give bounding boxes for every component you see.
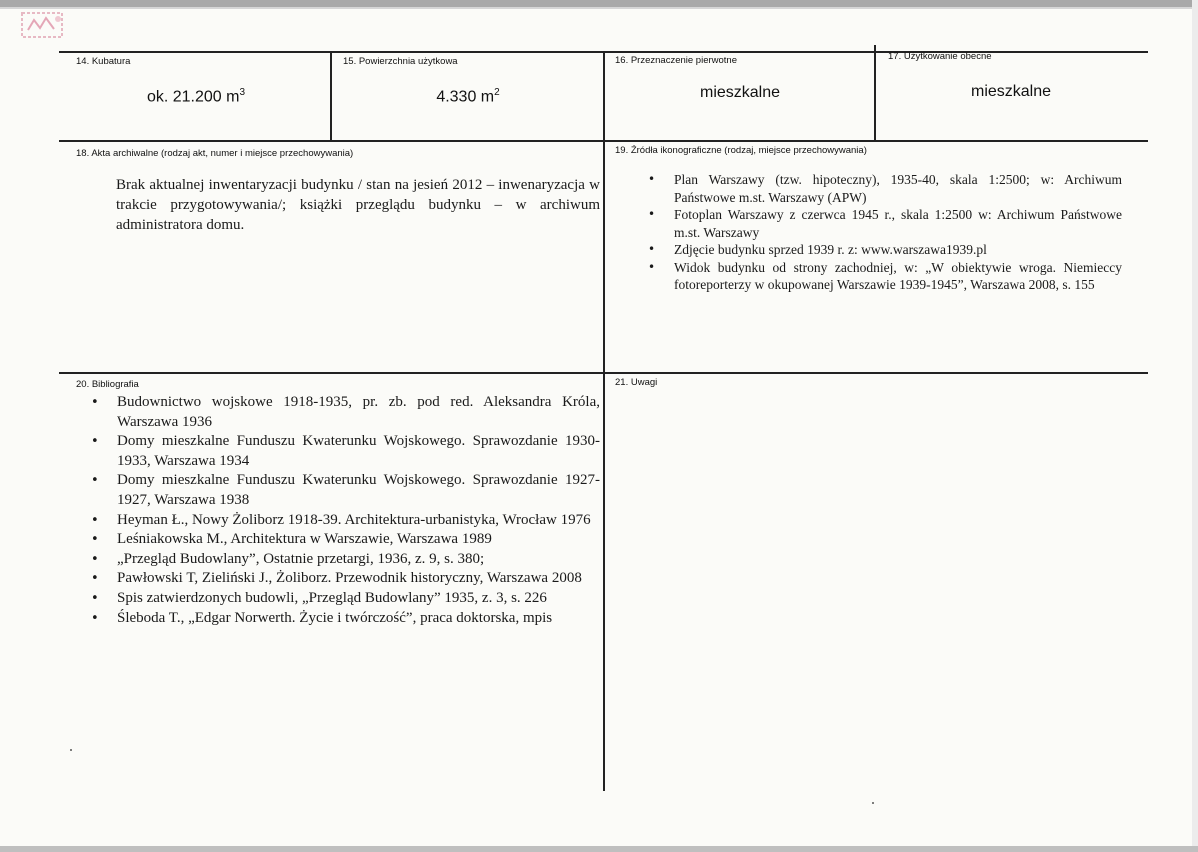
list-item-text: Heyman Ł., Nowy Żoliborz 1918-39. Architektura-urbanistyka, Wrocław 1976	[117, 511, 591, 528]
field-14-value	[62, 87, 330, 106]
bullet-icon: •	[648, 242, 656, 256]
list-item-text: Widok budynku od strony zachodniej, w: „W obiektywie wroga. Niemieccy fotoreporterzy w okupowanej Warszawie 1939-1945”, Warszawa 2008, s. 155	[674, 259, 1122, 292]
field-15-label: 15. Powierzchnia użytkowa	[343, 56, 458, 67]
list-item	[91, 432, 600, 471]
list-item	[91, 471, 600, 510]
bullet-icon: •	[91, 434, 99, 450]
field-15-value-text: 4.330 m	[436, 88, 495, 106]
bullet-icon: •	[91, 532, 99, 548]
bullet-icon: •	[91, 571, 99, 587]
list-item-text: Budownictwo wojskowe 1918-1935, pr. zb. pod red. Aleksandra Króla, Warszawa 1936	[117, 394, 600, 430]
center-divider	[603, 51, 605, 791]
list-item-text: Fotoplan Warszawy z czerwca 1945 r., skala 1:2500 w: Archiwum Państwowe m.st. Warszawy	[674, 207, 1122, 240]
list-item-text: Domy mieszkalne Funduszu Kwaterunku Wojskowego. Sprawozdanie 1927-1927, Warszawa 1938	[117, 472, 600, 508]
list-item-text: Leśniakowska M., Architektura w Warszawie, Warszawa 1989	[117, 531, 492, 548]
field-18-label: 18. Akta archiwalne (rodzaj akt, numer i miejsce przechowywania)	[76, 148, 354, 159]
bullet-icon: •	[648, 259, 656, 274]
field-20-label: 20. Bibliografia	[76, 379, 139, 390]
list-item	[648, 171, 1122, 206]
field-14-value-text: ok. 21.200 m	[146, 88, 240, 106]
list-item	[648, 206, 1122, 241]
field-14-value-sup: 3	[239, 87, 246, 98]
bullet-icon: •	[91, 551, 99, 567]
bullet-icon: •	[91, 512, 99, 528]
divider-16-17	[874, 45, 876, 142]
list-item-text: Domy mieszkalne Funduszu Kwaterunku Wojskowego. Sprawozdanie 1930-1933, Warszawa 1934	[117, 433, 600, 469]
field-21-label: 21. Uwagi	[615, 377, 658, 388]
list-item	[91, 550, 600, 570]
field-17-label: 17. Użytkowanie obecne	[888, 51, 992, 62]
list-item	[91, 511, 600, 531]
scan-right-edge	[1192, 0, 1198, 852]
list-item-text: Śleboda T., „Edgar Norwerth. Życie i twórczość”, praca doktorska, mpis	[117, 609, 553, 626]
list-item-text: „Przegląd Budowlany”, Ostatnie przetargi, 1936, z. 9, s. 380;	[117, 550, 485, 567]
list-item	[91, 393, 600, 432]
bullet-icon: •	[91, 473, 99, 489]
divider-14-15	[330, 51, 332, 142]
list-item-text: Plan Warszawy (tzw. hipoteczny), 1935-40, skala 1:2500; w: Archiwum Państwowe m.st. Warszawy (APW)	[674, 172, 1122, 205]
list-item	[91, 609, 600, 629]
list-item	[91, 589, 600, 609]
bullet-icon: •	[91, 610, 99, 626]
list-item	[648, 259, 1122, 294]
bullet-icon: •	[648, 172, 656, 186]
list-item	[91, 569, 600, 589]
list-item	[91, 530, 600, 550]
list-item	[648, 241, 1122, 259]
scan-bottom-edge	[0, 846, 1198, 852]
field-16-value: mieszkalne	[699, 84, 781, 101]
scan-speck	[872, 802, 874, 804]
bullet-icon: •	[648, 207, 656, 221]
field-18-text: Brak aktualnej inwentaryzacji budynku / stan na jesień 2012 – inwenaryzacja w trakcie przygotowywania/; książki przeglądu budynku – w archiwum administratora domu.	[116, 177, 600, 233]
list-item-text: Spis zatwierdzonych budowli, „Przegląd Budowlany” 1935, z. 3, s. 226	[117, 589, 547, 606]
field-19-label: 19. Źródła ikonograficzne (rodzaj, miejsce przechowywania)	[615, 145, 867, 156]
list-item-text: Zdjęcie budynku sprzed 1939 r. z: www.warszawa1939.pl	[674, 242, 987, 257]
list-item-text: Pawłowski T, Zieliński J., Żoliborz. Przewodnik historyczny, Warszawa 2008	[117, 570, 582, 587]
field-19-list	[648, 171, 1122, 294]
field-16-label: 16. Przeznaczenie pierwotne	[615, 55, 737, 66]
archive-stamp-icon	[20, 10, 68, 42]
field-20-list	[91, 393, 600, 628]
scan-speck	[70, 749, 72, 751]
field-15-value	[334, 87, 602, 106]
scan-top-edge-shadow	[0, 7, 1198, 9]
field-17-value: mieszkalne	[970, 83, 1052, 100]
bullet-icon: •	[91, 395, 99, 410]
field-15-value-sup: 2	[494, 87, 500, 98]
scan-top-edge	[0, 0, 1198, 7]
bullet-icon: •	[91, 590, 99, 606]
field-14-label: 14. Kubatura	[76, 56, 131, 67]
